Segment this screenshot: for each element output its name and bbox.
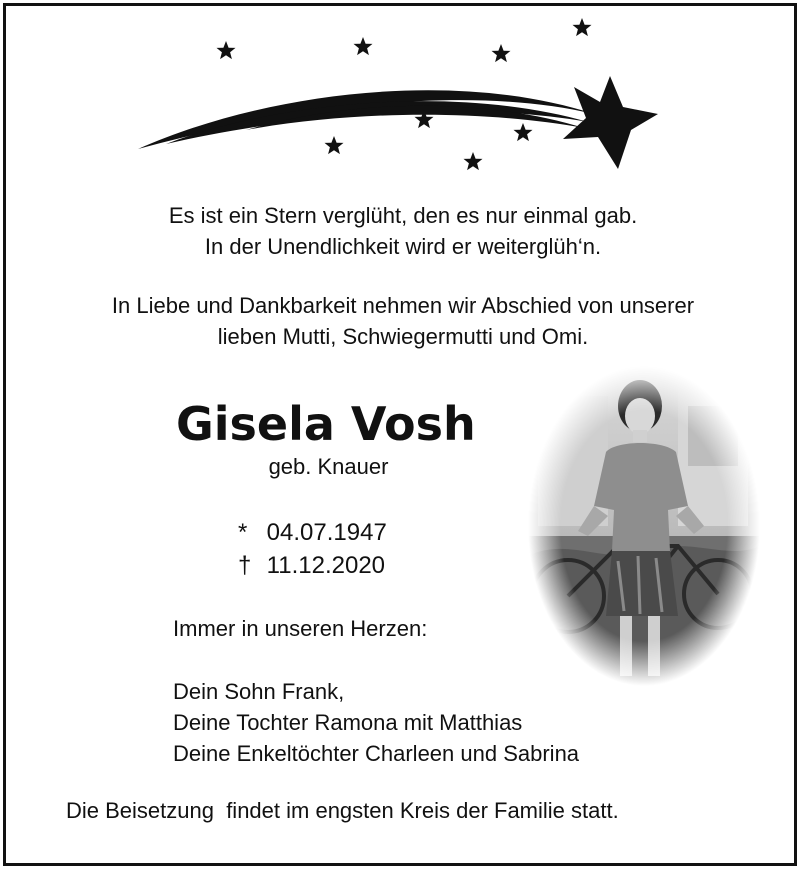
life-dates: [238, 516, 387, 582]
portrait-photo: [528, 366, 760, 686]
birth-date: 04.07.1947: [266, 519, 387, 546]
maiden-name: geb. Knauer: [268, 454, 389, 479]
birth-symbol: *: [238, 519, 248, 546]
mourner-line: Dein Sohn Frank,: [173, 679, 345, 704]
mourner-line: Deine Enkeltöchter Charleen und Sabrina: [173, 741, 580, 766]
verse-line-1: Es ist ein Stern verglüht, den es nur einmal gab.: [168, 203, 638, 228]
death-date: 11.12.2020: [266, 552, 386, 579]
death-date-row: [238, 549, 387, 582]
death-symbol: †: [238, 552, 252, 579]
mourner-line: Deine Tochter Ramona mit Matthias: [173, 710, 523, 735]
deceased-name: Gisela Vosh: [176, 397, 476, 451]
farewell-line-1: In Liebe und Dankbarkeit nehmen wir Abschied von unserer: [111, 293, 695, 318]
verse: [6, 200, 800, 262]
farewell-text: [6, 290, 800, 352]
obituary-frame: [3, 3, 797, 866]
burial-note: Die Beisetzung findet im engsten Kreis der Familie statt.: [66, 798, 619, 823]
shooting-star-icon: [126, 14, 686, 184]
hearts-text: Immer in unseren Herzen:: [173, 616, 428, 641]
verse-line-2: In der Unendlichkeit wird er weiterglüh‘n.: [204, 234, 602, 259]
birth-date-row: [238, 516, 387, 549]
mourners-list: [173, 676, 579, 769]
farewell-line-2: lieben Mutti, Schwiegermutti und Omi.: [217, 324, 589, 349]
